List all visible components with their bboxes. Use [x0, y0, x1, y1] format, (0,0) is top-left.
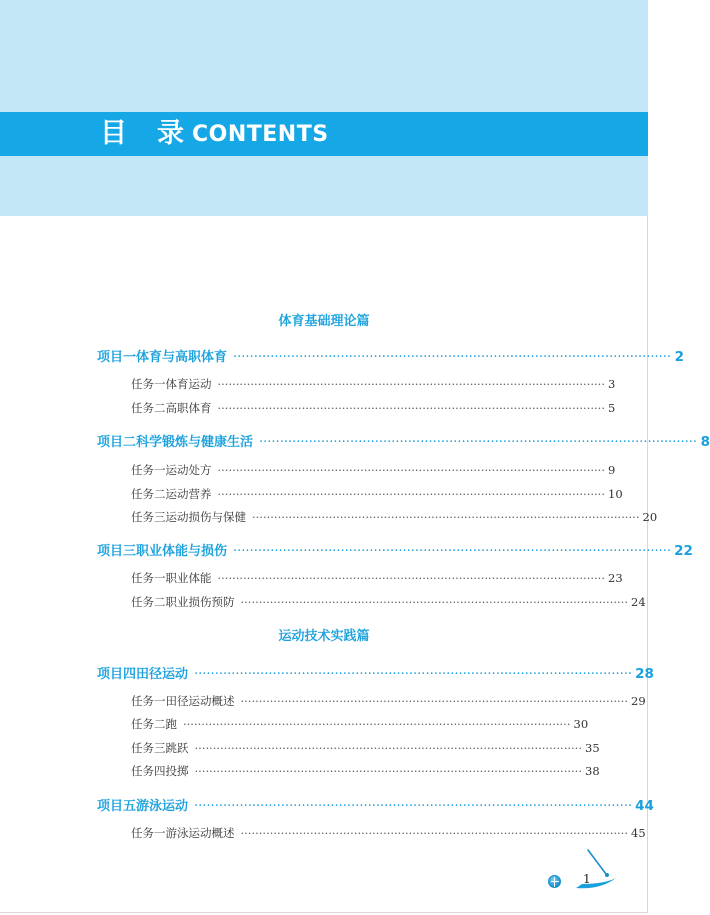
dot-leader: ··········································································································: [194, 799, 633, 814]
task-number: 任务三: [131, 510, 166, 524]
dot-leader: ··········································································································: [233, 350, 672, 365]
task-title: 跑: [165, 717, 177, 731]
project-title: 体育与高职体育: [136, 350, 228, 365]
task-number: 任务二: [131, 401, 166, 415]
header-background: [0, 0, 648, 216]
toc-task-row[interactable]: [131, 716, 588, 732]
project-number: 项目三: [97, 544, 137, 559]
dot-leader: ··········································································································: [240, 595, 628, 609]
task-title: 投掷: [165, 764, 189, 778]
task-page: 20: [642, 510, 658, 524]
swoosh-icon: [570, 848, 618, 894]
project-page: 8: [700, 434, 710, 450]
task-number: 任务二: [131, 487, 166, 501]
toc-task-row[interactable]: [131, 693, 646, 709]
task-page: 3: [608, 377, 616, 391]
page-title: [100, 112, 329, 156]
project-title: 田径运动: [136, 667, 189, 682]
page-number: 1: [583, 872, 591, 886]
toc-project-row[interactable]: [97, 663, 654, 682]
task-title: 职业体能: [165, 571, 212, 585]
toc-project-row[interactable]: [97, 540, 693, 559]
toc-task-row[interactable]: [131, 740, 600, 756]
dot-leader: ··········································································································: [194, 741, 582, 755]
project-title: 职业体能与损伤: [136, 544, 228, 559]
project-page: 2: [674, 349, 685, 365]
task-title: 游泳运动概述: [165, 826, 235, 840]
dot-leader: ··········································································································: [194, 764, 582, 778]
ball-icon: [548, 875, 561, 888]
task-title: 运动营养: [165, 487, 212, 501]
toc-project-row[interactable]: [97, 795, 654, 814]
task-number: 任务三: [131, 741, 166, 755]
toc-task-row[interactable]: [131, 400, 616, 416]
dot-leader: ··········································································································: [217, 487, 605, 501]
task-title: 体育运动: [165, 377, 212, 391]
dot-leader: ··········································································································: [217, 463, 605, 477]
task-title: 职业损伤预防: [165, 595, 235, 609]
task-number: 任务四: [131, 764, 166, 778]
toc-task-row[interactable]: [131, 509, 658, 525]
toc-task-row[interactable]: [131, 594, 646, 610]
project-title: 游泳运动: [136, 799, 189, 814]
dot-leader: ··········································································································: [240, 694, 628, 708]
page-title-cn-1: 目: [100, 118, 127, 149]
project-number: 项目五: [97, 799, 137, 814]
task-page: 9: [608, 463, 616, 477]
section-title: 体育基础理论篇: [278, 314, 370, 329]
task-page: 30: [573, 717, 589, 731]
project-number: 项目四: [97, 667, 137, 682]
task-page: 24: [631, 595, 646, 609]
task-number: 任务一: [131, 377, 166, 391]
dot-leader: ··········································································································: [217, 571, 605, 585]
dot-leader: ··········································································································: [217, 401, 605, 415]
project-number: 项目一: [97, 350, 137, 365]
task-number: 任务一: [131, 571, 166, 585]
task-page: 35: [585, 741, 600, 755]
task-page: 38: [585, 764, 600, 778]
toc-task-row[interactable]: [131, 486, 623, 502]
toc-task-row[interactable]: [131, 763, 600, 779]
task-page: 10: [608, 487, 623, 501]
project-page: 44: [635, 798, 654, 814]
task-title: 田径运动概述: [165, 694, 235, 708]
dot-leader: ··········································································································: [240, 826, 628, 840]
task-page: 23: [608, 571, 623, 585]
task-number: 任务二: [131, 717, 166, 731]
dot-leader: ··········································································································: [183, 717, 571, 731]
task-number: 任务一: [131, 826, 166, 840]
dot-leader: ··········································································································: [233, 544, 672, 559]
page-title-en: CONTENTS: [192, 122, 329, 147]
task-title: 高职体育: [165, 401, 212, 415]
task-title: 运动损伤与保健: [165, 510, 246, 524]
project-page: 28: [635, 666, 654, 682]
task-page: 29: [631, 694, 646, 708]
project-number: 项目二: [97, 435, 137, 450]
toc-task-row[interactable]: [131, 462, 616, 478]
task-number: 任务一: [131, 694, 166, 708]
task-number: 任务二: [131, 595, 166, 609]
task-page: 5: [608, 401, 616, 415]
toc-task-row[interactable]: [131, 570, 623, 586]
project-page: 22: [674, 543, 693, 559]
task-title: 跳跃: [165, 741, 189, 755]
dot-leader: ··········································································································: [259, 435, 698, 450]
section-title: 运动技术实践篇: [278, 629, 370, 644]
page-footer: [540, 848, 630, 898]
toc-project-row[interactable]: [97, 346, 685, 365]
dot-leader: ··········································································································: [217, 377, 605, 391]
toc-project-row[interactable]: [97, 431, 710, 450]
task-number: 任务一: [131, 463, 166, 477]
toc-task-row[interactable]: [131, 825, 646, 841]
dot-leader: ··········································································································: [194, 667, 633, 682]
toc-task-row[interactable]: [131, 376, 616, 392]
page-title-cn-2: 录: [157, 118, 184, 149]
task-title: 运动处方: [165, 463, 212, 477]
task-page: 45: [631, 826, 646, 840]
dot-leader: ··········································································································: [252, 510, 640, 524]
project-title: 科学锻炼与健康生活: [136, 435, 254, 450]
